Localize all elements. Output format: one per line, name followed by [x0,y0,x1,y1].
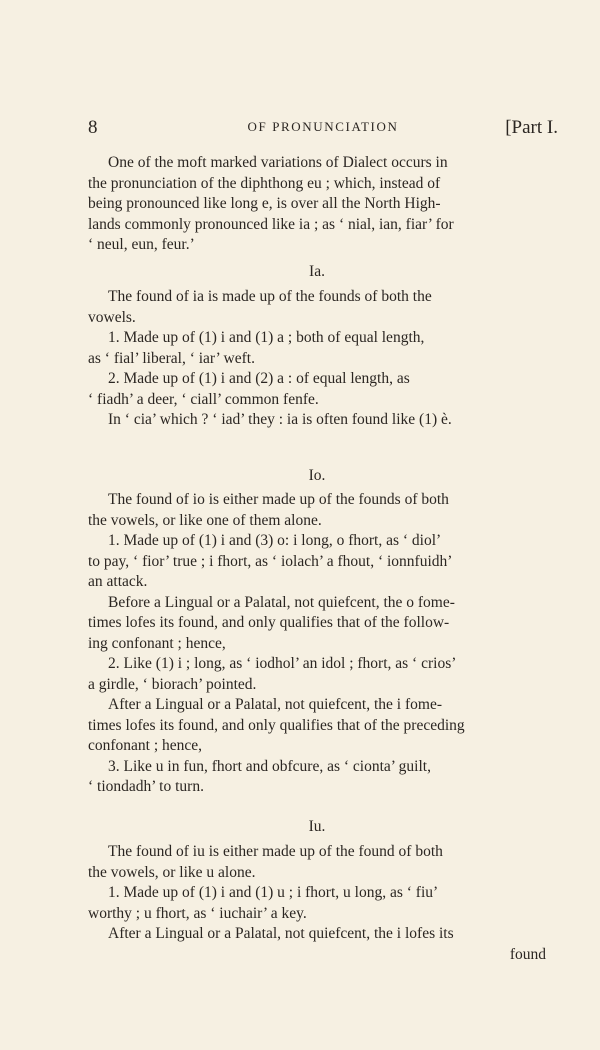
text-line: 3. Like u in fun, fhort and obfcure, as ‘ cionta’ guilt, [108,757,431,775]
section-heading-iu: Iu. [308,818,326,835]
text-line: times lofes its found, and only qualifies that of the preceding [88,716,465,734]
section-heading-ia: Ia. [309,263,325,280]
text-line: Before a Lingual or a Palatal, not quiefcent, the o fome- [108,593,455,611]
text-line: 2. Like (1) i ; long, as ‘ iodhol’ an idol ; fhort, as ‘ crios’ [108,655,457,672]
text-line: In ‘ cia’ which ? ‘ iad’ they : ia is often found like (1) è. [108,411,452,428]
text-line: to pay, ‘ fior’ true ; i fhort, as ‘ iolach’ a fhout, ‘ ionnfuidh’ [88,552,453,570]
text-line: The found of io is either made up of the founds of both [108,491,449,508]
text-line: an attack. [88,573,148,590]
catchword: found [509,945,546,963]
text-line: worthy ; u fhort, as ‘ iuchair’ a key. [88,904,307,922]
section-iu [88,842,546,965]
text-line: the vowels, or like u alone. [88,863,256,881]
intro-paragraph [88,153,546,256]
part-label: [Part I. [505,117,558,138]
section-io [88,490,546,798]
text-line: a girdle, ‘ biorach’ pointed. [88,675,257,693]
text-line: the vowels, or like one of them alone. [88,511,322,529]
text-line: The found of iu is either made up of the found of both [108,843,443,860]
text-line: as ‘ fial’ liberal, ‘ iar’ weft. [88,349,255,367]
section-heading-io: Io. [308,467,326,484]
text-line: confonant ; hence, [88,737,203,754]
text-line: One of the moft marked variations of Dialect occurs in [108,154,448,171]
text-line: vowels. [88,308,136,326]
running-header [88,117,558,139]
section-ia [88,287,546,431]
text-line: ‘ tiondadh’ to turn. [88,778,204,795]
text-line: After a Lingual or a Palatal, not quiefcent, the i lofes its [108,925,454,942]
text-line: 1. Made up of (1) i and (1) a ; both of equal length, [108,329,425,346]
running-title: OF PRONUNCIATION [247,119,399,134]
text-line: ‘ fiadh’ a deer, ‘ ciall’ common fenfe. [88,390,319,408]
page-number: 8 [88,117,98,138]
text-line: times lofes its found, and only qualifies that of the follow- [88,614,450,631]
text-line: being pronounced like long e, is over all the North High- [88,195,441,212]
text-line: lands commonly pronounced like ia ; as ‘ nial, ian, fiar’ for [88,215,454,233]
text-line: 1. Made up of (1) i and (1) u ; i fhort, u long, as ‘ fiu’ [108,884,439,901]
text-line: ‘ neul, eun, feur.’ [88,236,195,253]
text-line: ing confonant ; hence, [88,634,226,652]
text-line: After a Lingual or a Palatal, not quiefcent, the i fome- [108,696,442,713]
text-line: The found of ia is made up of the founds of both the [108,288,432,305]
text-line: 2. Made up of (1) i and (2) a : of equal length, as [108,370,410,387]
text-line: the pronunciation of the diphthong eu ; which, instead of [88,174,441,192]
text-line: 1. Made up of (1) i and (3) o: i long, o fhort, as ‘ diol’ [108,532,442,549]
